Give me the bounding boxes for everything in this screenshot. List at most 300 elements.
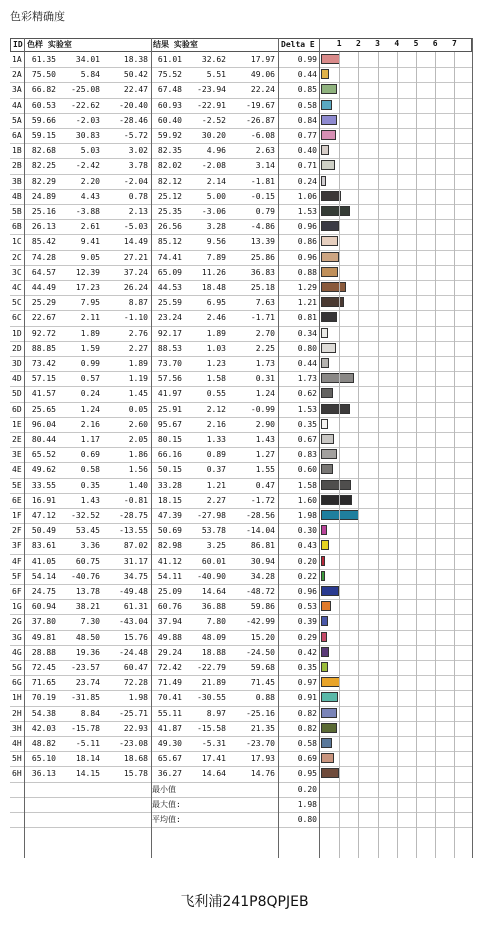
delta-e-bar xyxy=(321,601,331,611)
sample-l: 49.81 xyxy=(31,632,56,642)
sample-a: 1.59 xyxy=(80,343,100,353)
result-a: 1.23 xyxy=(206,359,226,368)
sample-a: 19.36 xyxy=(75,647,100,657)
delta-e-value: 0.88 xyxy=(297,267,317,277)
result-b: 0.47 xyxy=(255,480,275,490)
table-row xyxy=(10,98,472,113)
sample-l: 24.89 xyxy=(31,191,56,201)
scale-gridline xyxy=(339,52,340,858)
sample-l: 33.55 xyxy=(31,480,56,490)
sample-b: 37.24 xyxy=(123,267,148,277)
scale-gridline xyxy=(358,52,359,858)
delta-e-value: 0.53 xyxy=(297,602,317,612)
table-row xyxy=(10,402,472,417)
row-id: 2F xyxy=(12,526,22,536)
row-id: 6F xyxy=(12,587,22,596)
sample-b: 22.47 xyxy=(123,85,148,95)
row-id: 4G xyxy=(12,647,22,657)
table-row xyxy=(10,690,472,705)
row-id: 2E xyxy=(12,435,22,444)
delta-e-bar xyxy=(321,160,335,170)
result-l: 60.76 xyxy=(157,602,182,612)
result-l: 92.17 xyxy=(157,328,182,338)
delta-e-bar xyxy=(321,419,328,429)
sample-l: 48.82 xyxy=(31,739,56,748)
result-a: 1.89 xyxy=(206,328,226,338)
delta-e-bar xyxy=(321,616,328,626)
sample-l: 82.29 xyxy=(31,176,56,186)
delta-e-bar xyxy=(321,221,339,231)
scale-gridline xyxy=(416,52,417,858)
result-a: 1.33 xyxy=(206,435,226,444)
sample-a: -5.11 xyxy=(75,739,100,748)
sample-b: 2.76 xyxy=(128,328,148,338)
column-separator xyxy=(24,38,25,858)
sample-b: -0.81 xyxy=(123,495,148,505)
delta-e-value: 0.62 xyxy=(297,389,317,399)
delta-e-value: 0.83 xyxy=(297,450,317,460)
delta-e-value: 0.43 xyxy=(297,541,317,551)
sample-l: 42.03 xyxy=(31,723,56,733)
scale-tick-label: 5 xyxy=(413,39,419,48)
result-b: 86.81 xyxy=(250,541,275,551)
table-row xyxy=(10,630,472,645)
summary-label: 最大值: xyxy=(152,799,181,809)
result-a: 48.09 xyxy=(201,632,226,642)
row-id: 5A xyxy=(12,115,22,125)
delta-e-bar xyxy=(321,495,352,505)
sample-b: 27.21 xyxy=(123,252,148,262)
result-a: 18.48 xyxy=(201,283,226,292)
sample-l: 66.82 xyxy=(31,85,56,95)
sample-a: 9.41 xyxy=(80,237,100,247)
result-a: 32.62 xyxy=(201,55,226,64)
result-l: 82.02 xyxy=(157,161,182,171)
row-divider xyxy=(10,827,472,828)
sample-b: -13.55 xyxy=(119,526,148,536)
sample-a: -23.57 xyxy=(71,663,100,672)
row-id: 2B xyxy=(12,161,22,171)
summary-value: 0.80 xyxy=(297,815,317,824)
result-b: 30.94 xyxy=(250,556,275,566)
delta-e-bar xyxy=(321,647,329,657)
sample-a: -40.76 xyxy=(71,571,100,581)
result-l: 85.12 xyxy=(157,237,182,247)
scale-gridline xyxy=(397,52,398,858)
table-row xyxy=(10,219,472,234)
sample-a: 0.35 xyxy=(80,480,100,490)
color-accuracy-table xyxy=(10,38,472,858)
table-row xyxy=(10,614,472,629)
table-row xyxy=(10,341,472,356)
sample-a: 13.78 xyxy=(75,587,100,596)
summary-label: 最小值 xyxy=(152,784,176,794)
result-b: 1.43 xyxy=(255,435,275,444)
result-l: 49.30 xyxy=(157,739,182,748)
delta-e-bar xyxy=(321,206,350,216)
table-row xyxy=(10,158,472,173)
row-id: 1D xyxy=(12,328,22,338)
result-l: 82.12 xyxy=(157,176,182,186)
result-b: 36.83 xyxy=(250,267,275,277)
delta-e-value: 0.22 xyxy=(297,571,317,581)
delta-e-bar xyxy=(321,328,328,338)
sample-l: 41.57 xyxy=(31,389,56,399)
sample-a: 2.16 xyxy=(80,419,100,429)
result-a: 9.56 xyxy=(206,237,226,247)
delta-e-bar xyxy=(321,84,337,94)
delta-e-value: 1.06 xyxy=(297,191,317,201)
sample-l: 85.42 xyxy=(31,237,56,247)
delta-e-bar xyxy=(321,571,325,581)
table-row xyxy=(10,432,472,447)
result-b: -6.08 xyxy=(250,131,275,140)
result-l: 41.87 xyxy=(157,723,182,733)
result-a: 1.03 xyxy=(206,343,226,353)
row-id: 4H xyxy=(12,739,22,748)
delta-e-value: 0.40 xyxy=(297,146,317,156)
summary-row xyxy=(10,797,472,812)
result-l: 25.35 xyxy=(157,207,182,216)
result-b: 1.73 xyxy=(255,359,275,368)
sample-a: 14.15 xyxy=(75,769,100,779)
sample-b: -49.48 xyxy=(119,587,148,596)
row-id: 1C xyxy=(12,237,22,247)
result-l: 26.56 xyxy=(157,222,182,232)
delta-e-bar xyxy=(321,586,339,596)
sample-b: 1.98 xyxy=(128,693,148,703)
sample-a: 0.57 xyxy=(80,374,100,384)
result-b: -28.56 xyxy=(246,511,275,520)
sample-l: 41.05 xyxy=(31,556,56,566)
sample-a: -15.78 xyxy=(71,723,100,733)
column-separator xyxy=(319,38,320,858)
delta-e-bar xyxy=(321,480,351,490)
result-a: 2.16 xyxy=(206,419,226,429)
sample-a: -2.42 xyxy=(75,161,100,171)
result-b: -4.86 xyxy=(250,222,275,232)
result-a: 3.28 xyxy=(206,222,226,232)
row-id: 6B xyxy=(12,222,22,232)
result-b: -23.70 xyxy=(246,739,275,748)
result-b: -24.50 xyxy=(246,647,275,657)
table-row xyxy=(10,493,472,508)
sample-a: 7.95 xyxy=(80,298,100,308)
sample-l: 26.13 xyxy=(31,222,56,232)
result-b: 59.68 xyxy=(250,663,275,672)
sample-b: 61.31 xyxy=(123,602,148,612)
result-a: 17.41 xyxy=(201,754,226,764)
row-id: 2G xyxy=(12,617,22,627)
row-id: 6E xyxy=(12,495,22,505)
result-a: -27.98 xyxy=(197,511,226,520)
delta-e-bar xyxy=(321,145,329,155)
sample-b: 15.76 xyxy=(123,632,148,642)
sample-l: 54.14 xyxy=(31,571,56,581)
result-a: 2.14 xyxy=(206,176,226,186)
sample-a: 18.14 xyxy=(75,754,100,764)
table-row xyxy=(10,523,472,538)
result-a: 1.58 xyxy=(206,374,226,384)
result-l: 44.53 xyxy=(157,283,182,292)
table-row xyxy=(10,67,472,82)
result-b: -1.71 xyxy=(250,313,275,323)
delta-e-value: 0.99 xyxy=(297,55,317,64)
sample-l: 22.67 xyxy=(31,313,56,323)
result-b: 1.27 xyxy=(255,450,275,460)
row-id: 3C xyxy=(12,267,22,277)
delta-e-value: 0.82 xyxy=(297,723,317,733)
sample-l: 57.15 xyxy=(31,374,56,384)
delta-e-bar xyxy=(321,662,328,672)
sample-l: 70.19 xyxy=(31,693,56,703)
sample-a: -3.88 xyxy=(75,207,100,216)
result-a: 7.80 xyxy=(206,617,226,627)
result-b: 13.39 xyxy=(250,237,275,247)
delta-e-bar xyxy=(321,449,337,459)
sample-b: 18.68 xyxy=(123,754,148,764)
row-id: 3E xyxy=(12,450,22,460)
delta-e-bar xyxy=(321,176,326,186)
summary-label: 平均值: xyxy=(152,815,181,824)
column-separator xyxy=(151,38,152,858)
table-row xyxy=(10,280,472,295)
result-l: 54.11 xyxy=(157,571,182,581)
row-id: 5C xyxy=(12,298,22,308)
summary-row xyxy=(10,812,472,827)
result-a: 14.64 xyxy=(201,769,226,779)
scale-gridline xyxy=(378,52,379,858)
result-l: 60.40 xyxy=(157,115,182,125)
result-l: 82.35 xyxy=(157,146,182,156)
delta-e-value: 0.77 xyxy=(297,131,317,140)
result-a: 30.20 xyxy=(201,131,226,140)
result-l: 88.53 xyxy=(157,343,182,353)
delta-e-value: 0.96 xyxy=(297,252,317,262)
result-a: 11.26 xyxy=(201,267,226,277)
sample-b: -23.08 xyxy=(119,739,148,748)
scale-tick-label: 7 xyxy=(451,39,457,48)
result-b: 0.79 xyxy=(255,207,275,216)
table-row xyxy=(10,82,472,97)
row-id: 4D xyxy=(12,374,22,384)
result-b: 15.20 xyxy=(250,632,275,642)
table-row xyxy=(10,675,472,690)
table-row xyxy=(10,554,472,569)
result-b: -19.67 xyxy=(246,100,275,110)
sample-a: 0.58 xyxy=(80,465,100,475)
sample-a: 53.45 xyxy=(75,526,100,536)
result-b: 1.55 xyxy=(255,465,275,475)
row-id: 4A xyxy=(12,100,22,110)
scale-tick-label: 3 xyxy=(375,39,380,48)
row-id: 4C xyxy=(12,283,22,292)
result-a: -30.55 xyxy=(197,693,226,703)
delta-e-bar xyxy=(321,54,340,64)
delta-e-value: 1.29 xyxy=(297,283,317,292)
sample-l: 54.38 xyxy=(31,708,56,718)
scale-tick-label: 6 xyxy=(432,39,438,48)
result-b: 25.18 xyxy=(250,283,275,292)
result-a: 7.89 xyxy=(206,252,226,262)
sample-a: -25.08 xyxy=(71,85,100,95)
delta-e-bar xyxy=(321,69,329,79)
result-l: 95.67 xyxy=(157,419,182,429)
result-a: 6.95 xyxy=(206,298,226,308)
delta-e-bar xyxy=(321,632,327,642)
result-l: 61.01 xyxy=(157,55,182,64)
result-b: -26.87 xyxy=(246,115,275,125)
sample-l: 44.49 xyxy=(31,283,56,292)
delta-e-value: 1.98 xyxy=(297,511,317,520)
result-l: 57.56 xyxy=(157,374,182,384)
header-id: ID xyxy=(13,40,23,49)
sample-b: -28.75 xyxy=(119,511,148,520)
row-id: 5H xyxy=(12,754,22,764)
summary-value: 0.20 xyxy=(297,784,317,794)
row-id: 6C xyxy=(12,313,22,323)
delta-e-value: 0.42 xyxy=(297,647,317,657)
result-l: 70.41 xyxy=(157,693,182,703)
caption: 飞利浦241P8QPJEB xyxy=(180,894,309,910)
result-b: 2.90 xyxy=(255,419,275,429)
row-id: 5E xyxy=(12,480,22,490)
sample-a: 38.21 xyxy=(75,602,100,612)
sample-b: 0.05 xyxy=(128,404,148,414)
result-l: 25.09 xyxy=(157,587,182,596)
sample-a: 1.89 xyxy=(80,328,100,338)
sample-l: 96.04 xyxy=(31,419,56,429)
sample-l: 25.29 xyxy=(31,298,56,308)
sample-a: 60.75 xyxy=(75,556,100,566)
delta-e-bar xyxy=(321,753,334,763)
result-a: 2.46 xyxy=(206,313,226,323)
row-id: 4B xyxy=(12,191,22,201)
sample-b: 60.47 xyxy=(123,663,148,672)
result-a: 0.89 xyxy=(206,450,226,460)
delta-e-value: 0.20 xyxy=(297,556,317,566)
result-l: 59.92 xyxy=(157,131,182,140)
sample-b: 87.02 xyxy=(123,541,148,551)
header-result-lab: 结果 实验室 xyxy=(153,40,198,49)
header-delta-e: Delta E xyxy=(281,40,315,49)
table-row xyxy=(10,736,472,751)
row-id: 5F xyxy=(12,571,22,581)
result-b: -0.99 xyxy=(250,404,275,414)
table-row xyxy=(10,447,472,462)
sample-a: 5.84 xyxy=(80,70,100,80)
delta-e-value: 0.60 xyxy=(297,465,317,475)
row-id: 1A xyxy=(12,55,22,64)
delta-e-bar xyxy=(321,404,350,414)
result-l: 47.39 xyxy=(157,511,182,520)
delta-e-bar xyxy=(321,677,340,687)
result-l: 75.52 xyxy=(157,70,182,80)
sample-a: -22.62 xyxy=(71,100,100,110)
sample-l: 73.42 xyxy=(31,359,56,368)
scale-tick-label: 2 xyxy=(355,39,361,48)
sample-l: 92.72 xyxy=(31,328,56,338)
table-row xyxy=(10,386,472,401)
delta-e-bar xyxy=(321,768,339,778)
delta-e-value: 0.96 xyxy=(297,587,317,596)
sample-a: 0.69 xyxy=(80,450,100,460)
row-id: 2H xyxy=(12,708,22,718)
delta-e-value: 0.81 xyxy=(297,313,317,323)
delta-e-value: 0.58 xyxy=(297,739,317,748)
sample-b: 14.49 xyxy=(123,237,148,247)
table-row xyxy=(10,265,472,280)
delta-e-value: 0.80 xyxy=(297,343,317,353)
sample-l: 64.57 xyxy=(31,267,56,277)
result-l: 80.15 xyxy=(157,435,182,444)
delta-e-bar xyxy=(321,708,337,718)
row-id: 3A xyxy=(12,85,22,95)
scale-tick-label: 1 xyxy=(336,39,342,48)
delta-e-value: 0.30 xyxy=(297,526,317,536)
table-row xyxy=(10,250,472,265)
header-sample-lab: 色样 实验室 xyxy=(27,40,72,49)
delta-e-value: 0.58 xyxy=(297,100,317,110)
result-b: 21.35 xyxy=(250,723,275,733)
row-id: 6H xyxy=(12,769,22,779)
delta-e-bar xyxy=(321,252,339,262)
sample-l: 65.10 xyxy=(31,754,56,764)
result-b: 14.76 xyxy=(250,769,275,779)
delta-e-value: 0.97 xyxy=(297,678,317,688)
sample-l: 74.28 xyxy=(31,252,56,262)
sample-b: 18.38 xyxy=(123,55,148,64)
sample-a: 8.84 xyxy=(80,708,100,718)
sample-b: 1.40 xyxy=(128,480,148,490)
result-l: 36.27 xyxy=(157,769,182,779)
result-l: 82.98 xyxy=(157,541,182,551)
sample-a: 1.43 xyxy=(80,495,100,505)
result-l: 65.67 xyxy=(157,754,182,764)
sample-b: -43.04 xyxy=(119,617,148,627)
result-b: 0.88 xyxy=(255,693,275,703)
sample-l: 25.16 xyxy=(31,207,56,216)
row-id: 3B xyxy=(12,176,22,186)
table-row xyxy=(10,204,472,219)
delta-e-bar xyxy=(321,312,337,322)
sample-a: 1.17 xyxy=(80,435,100,444)
delta-e-bar xyxy=(321,540,329,550)
delta-e-value: 0.44 xyxy=(297,359,317,368)
table-row xyxy=(10,295,472,310)
table-row xyxy=(10,721,472,736)
table-row xyxy=(10,356,472,371)
result-l: 71.49 xyxy=(157,678,182,688)
summary-value: 1.98 xyxy=(297,799,317,809)
result-l: 72.42 xyxy=(157,663,182,672)
delta-e-value: 0.35 xyxy=(297,419,317,429)
table-row xyxy=(10,174,472,189)
sample-l: 25.65 xyxy=(31,404,56,414)
row-id: 6A xyxy=(12,131,22,140)
delta-e-value: 0.39 xyxy=(297,617,317,627)
row-id: 4E xyxy=(12,465,22,475)
delta-e-bar xyxy=(321,343,336,353)
sample-l: 16.91 xyxy=(31,495,56,505)
scale-gridline xyxy=(454,52,455,858)
result-b: -25.16 xyxy=(246,708,275,718)
sample-b: -2.04 xyxy=(123,176,148,186)
result-b: 1.24 xyxy=(255,389,275,399)
sample-b: 3.78 xyxy=(128,161,148,171)
delta-e-value: 1.58 xyxy=(297,480,317,490)
sample-b: -28.46 xyxy=(119,115,148,125)
